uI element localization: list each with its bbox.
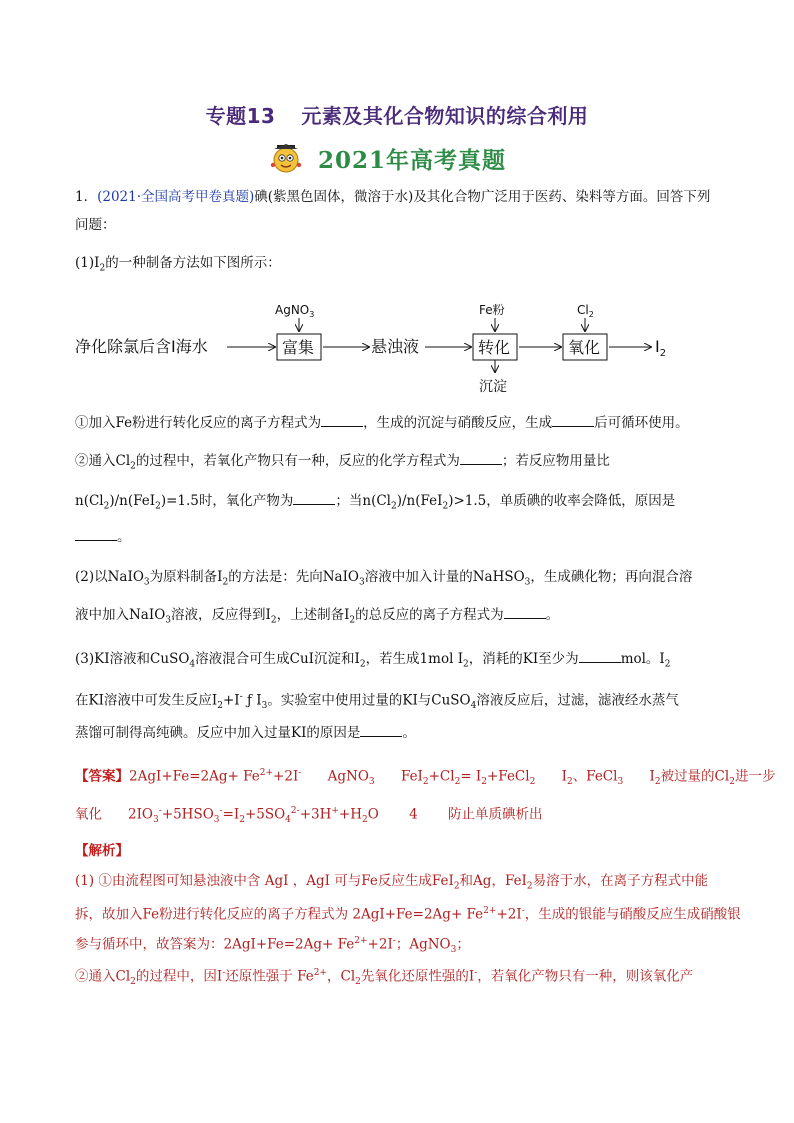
svg-text:氧化: 氧化 — [568, 338, 601, 357]
process-flow-diagram — [75, 296, 715, 396]
part2-line2: 液中加入NaIO$_3$溶液，反应得到$I_2$，上述制备$I_2$的总反应的离子方程式为 。 — [75, 604, 735, 632]
svg-text:转化: 转化 — [478, 338, 511, 357]
answer-blank[interactable] — [75, 526, 117, 541]
answer-blank[interactable] — [360, 722, 402, 737]
cartoon-mascot-icon — [268, 141, 304, 175]
question-intro-cont: 问题： — [75, 217, 116, 233]
subtitle: 2021年高考真题 — [318, 146, 507, 174]
part3-line1: (3)KI溶液和CuSO$_4$溶液混合可生成CuI沉淀和$I_2$，若生成1mol $I_2$，消耗的KI至少为 mol。$I_2$ — [75, 648, 735, 676]
analysis-line1: (1) ①由流程图可知悬浊液中含 AgI ，AgI 可与Fe反应生成FeI$_2$和Ag，FeI$_2$易溶于水，在离子方程式中能 — [75, 873, 709, 892]
svg-text:富集: 富集 — [282, 338, 315, 357]
analysis-line3: 参与循环中，故答案为：$2AgI+Fe=2Ag+ Fe^{2+}+2I^-$；AgNO$_3$； — [75, 936, 470, 956]
flow-precipitate: 沉淀 — [479, 379, 507, 395]
question-source: (2021·全国高考甲卷真题) — [97, 189, 255, 205]
svg-text:Fe粉: Fe粉 — [479, 303, 505, 317]
part3-line3: 蒸馏可制得高纯碘。反应中加入过量KI的原因是 。 — [75, 722, 735, 744]
analysis-line2: 拆，故加入Fe粉进行转化反应的离子方程式为 $2AgI+Fe=2Ag+ Fe^{2+}+2I^-$，生成的银能与硝酸反应生成硝酸银 — [75, 906, 741, 923]
part1-prompt: $(1)I_2$的一种制备方法如下图所示： — [75, 255, 281, 274]
analysis-label: 【解析】 — [75, 843, 129, 859]
flow-start: 净化除氯后含I海水 — [75, 337, 208, 356]
answer-blank[interactable] — [552, 412, 594, 427]
answer-line1: 【答案】$2AgI+Fe=2Ag+ Fe^{2+}+2I^-$ AgNO$_3$ $FeI_2+Cl_2=$ $I_2+FeCl_2$ $I_2$、FeCl$_3$ $I_2$被过量的$Cl_2$进一步 — [75, 768, 776, 788]
svg-text:Cl2: $Cl_2$ — [577, 303, 594, 319]
question-intro: 1．(2021·全国高考甲卷真题)碘(紫黑色固体，微溶于水)及其化合物广泛用于医药、染料等方面。回答下列 — [75, 189, 711, 205]
answer-line2: 氧化 $2IO_3^-+5HSO_3^-=I_2+5SO_4^{2-}+3H^++H_2O$ 4 防止单质碘析出 — [75, 806, 543, 826]
analysis-label-line — [75, 840, 735, 862]
answer-blank[interactable] — [579, 648, 621, 663]
subq-2-ratio: $n(Cl_2)/n(FeI_2)=1.5$时，氧化产物为 ；当$n(Cl_2)/n(FeI_2)>1.5$，单质碘的收率会降低，原因是 — [75, 490, 735, 518]
answer-blank[interactable] — [460, 450, 502, 465]
svg-text:AgNO3: AgNO$_3$ — [275, 303, 315, 319]
part3-line2: 在KI溶液中可发生反应$I_2+I^-$ ƒ $I_3$。实验室中使用过量的KI与CuSO$_4$溶液反应后，过滤，滤液经水蒸气 — [75, 692, 679, 712]
topic-number: 专题13 — [205, 104, 276, 128]
page-title — [0, 100, 794, 129]
part2-line1: (2)以NaIO$_3$为原料制备$I_2$的方法是：先向NaIO$_3$溶液中加入计量的NaHSO$_3$，生成碘化物；再向混合溶 — [75, 569, 693, 588]
flow-end: $I_2$ — [655, 337, 667, 359]
subtitle-banner — [268, 140, 506, 176]
answer-blank[interactable] — [293, 490, 335, 505]
analysis-line4: ②通入$Cl_2$的过程中，因I-还原性强于 $Fe^{2+}$，$Cl_2$先氧化还原性强的I-，若氧化产物只有一种，则该氧化产 — [75, 968, 694, 988]
subq-2: ②通入$Cl_2$的过程中，若氧化产物只有一种，反应的化学方程式为 ；若反应物用量比 — [75, 450, 735, 478]
subq-1: ①加入Fe粉进行转化反应的离子方程式为 ，生成的沉淀与硝酸反应，生成 后可循环使用。 — [75, 412, 735, 434]
answer-blank[interactable] — [321, 412, 363, 427]
topic-title: 元素及其化合物知识的综合利用 — [301, 104, 589, 128]
flow-suspension: 悬浊液 — [371, 337, 420, 356]
answer-blank[interactable] — [504, 604, 546, 619]
answer-label: 【答案】 — [75, 768, 129, 785]
subq-2-end: 。 — [75, 526, 735, 548]
